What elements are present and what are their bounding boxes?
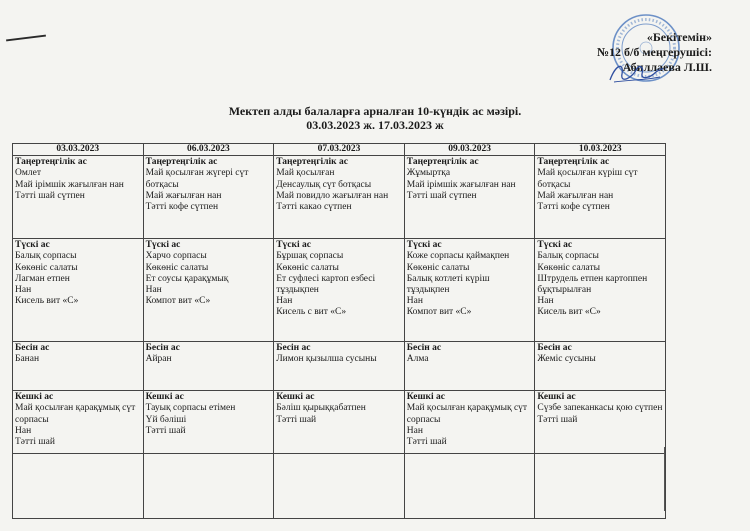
date-header-row (13, 144, 666, 156)
date-header: 03.03.2023 (13, 144, 144, 156)
dish-item: Тәтті шай (406, 437, 447, 448)
menu-title: Мектеп алды балаларға арналған 10-күндік ас мәзірі. (228, 104, 522, 118)
lunch-cell (274, 239, 405, 342)
dish-item: Банан (15, 354, 40, 365)
snack-cell (535, 342, 666, 391)
lunch-cell (13, 239, 144, 342)
meal-name: Кешкі ас (537, 392, 576, 403)
dish-item: Май жағылған нан (145, 190, 222, 201)
dish-item: Май қосылған (276, 168, 335, 179)
dish-item: Ет соусы қарақұмық (145, 273, 229, 284)
pen-mark (6, 35, 46, 42)
meal-name: Түскі ас (537, 240, 573, 251)
empty-cell (274, 454, 405, 519)
dish-item: Кисель вит «С» (537, 307, 601, 318)
dish-item: Көкөніс салаты (145, 262, 209, 273)
dish-item: Көкөніс салаты (276, 262, 339, 273)
approval-line-2: №12 б/б меңгерушісі: (596, 45, 712, 59)
dish-item: Нан (406, 296, 423, 307)
dish-item: Кисель вит «С» (15, 296, 79, 307)
meal-name: Бесін ас (406, 343, 442, 354)
dish-item: Жеміс сусыны (537, 354, 596, 365)
meal-name: Кешкі ас (145, 392, 184, 403)
pen-mark (664, 447, 665, 511)
dish-item: Нан (406, 425, 423, 436)
dish-item: Балық котлеті күріш тұздықпен (406, 273, 490, 296)
dinner-cell (535, 391, 666, 454)
meal-name: Кешкі ас (15, 392, 54, 403)
dish-item: Штрудель етпен картоппен бұқтырылған (537, 273, 648, 296)
dish-item: Нан (276, 296, 293, 307)
dish-item: Коже сорпасы қаймақпен (406, 251, 510, 262)
meal-name: Кешкі ас (406, 392, 445, 403)
dish-item: Нан (145, 285, 162, 296)
dinner-cell (274, 391, 405, 454)
dinner-cell (404, 391, 535, 454)
dish-item: Алма (406, 354, 429, 365)
dish-item: Харчо сорпасы (145, 251, 207, 262)
breakfast-row (13, 156, 666, 239)
date-header: 06.03.2023 (143, 144, 274, 156)
dish-item: Тәтті шай (145, 425, 186, 436)
dinner-cell (143, 391, 274, 454)
dish-item: Тәтті шай (15, 437, 55, 448)
dish-item: Көкөніс салаты (537, 262, 601, 273)
dish-item: Май повидло жағылған нан (276, 190, 389, 201)
dish-item: Сүзбе запеканкасы қою сүтпен (537, 403, 663, 414)
dish-item: Ет суфлесі картоп езбесі тұздықпен (276, 273, 376, 296)
dish-item: Тәтті шай (537, 414, 578, 425)
meal-name: Түскі ас (276, 240, 311, 251)
date-header: 10.03.2023 (535, 144, 666, 156)
meal-name: Бесін ас (145, 343, 180, 354)
meal-name: Түскі ас (15, 240, 50, 251)
meal-name: Бесін ас (15, 343, 50, 354)
dinner-cell (13, 391, 144, 454)
meal-name: Таңертеңгілік ас (276, 157, 348, 168)
dish-item: Тәтті кофе сүтпен (145, 202, 219, 213)
menu-period: 03.03.2023 ж. 17.03.2023 ж (306, 118, 444, 132)
dish-item: Көкөніс салаты (15, 262, 78, 273)
dish-item: Кисель с вит «С» (276, 307, 347, 318)
dish-item: Май ірімшік жағылған нан (406, 179, 516, 190)
dish-item: Май қосылған қарақұмық сүт сорпасы (406, 403, 528, 425)
breakfast-cell (404, 156, 535, 239)
dish-item: Нан (15, 425, 32, 436)
dish-item: Май ірімшік жағылған нан (15, 179, 124, 190)
dish-item: Балық сорпасы (15, 251, 77, 262)
empty-cell (143, 454, 274, 519)
dish-item: Тәтті кофе сүтпен (537, 202, 610, 213)
dish-item: Айран (145, 354, 172, 365)
approval-line-1: «Бекітемін» (646, 30, 712, 44)
dish-item: Тәтті шай сүтпен (406, 190, 477, 201)
dish-item: Жұмыртқа (406, 168, 451, 179)
empty-cell (535, 454, 666, 519)
breakfast-cell (535, 156, 666, 239)
empty-cell (404, 454, 535, 519)
lunch-cell (404, 239, 535, 342)
dish-item: Май жағылған нан (537, 190, 614, 201)
dish-item: Лагман етпен (15, 273, 70, 284)
date-header: 09.03.2023 (404, 144, 535, 156)
meal-name: Таңертеңгілік ас (15, 157, 87, 168)
breakfast-cell (143, 156, 274, 239)
dish-item: Балық сорпасы (537, 251, 599, 262)
dish-item: Бұршақ сорпасы (276, 251, 344, 262)
lunch-cell (143, 239, 274, 342)
dish-item: Май қосылған қарақұмық сүт сорпасы (15, 403, 136, 425)
meal-name: Таңертеңгілік ас (406, 157, 479, 168)
dish-item: Тәтті какао сүтпен (276, 202, 352, 213)
snack-cell (143, 342, 274, 391)
breakfast-cell (274, 156, 405, 239)
date-header: 07.03.2023 (274, 144, 405, 156)
dish-item: Тәтті шай (276, 414, 317, 425)
menu-table (12, 143, 666, 519)
lunch-cell (535, 239, 666, 342)
snack-cell (13, 342, 144, 391)
empty-cell (13, 454, 144, 519)
snack-cell (404, 342, 535, 391)
dish-item: Нан (15, 285, 32, 296)
dish-item: Денсаулық сүт ботқасы (276, 179, 372, 190)
dish-item: Компот вит «С» (145, 296, 211, 307)
meal-name: Түскі ас (406, 240, 442, 251)
signature-icon (606, 58, 666, 88)
dish-item: Лимон қызылша сусыны (276, 354, 377, 365)
empty-row (13, 454, 666, 519)
meal-name: Таңертеңгілік ас (145, 157, 218, 168)
dish-item: Май қосылған күріш сүт ботқасы (537, 168, 638, 190)
dish-item: Көкөніс салаты (406, 262, 470, 273)
snack-row (13, 342, 666, 391)
meal-name: Бесін ас (537, 343, 572, 354)
dish-item: Нан (537, 296, 554, 307)
lunch-row (13, 239, 666, 342)
dish-item: Май қосылған жүгері сүт ботқасы (145, 168, 249, 190)
meal-name: Түскі ас (145, 240, 181, 251)
approval-line-3: Абиллаева Л.Ш. (622, 60, 712, 74)
meal-name: Кешкі ас (276, 392, 315, 403)
dish-item: Тауық сорпасы етімен (145, 403, 236, 414)
dish-item: Компот вит «С» (406, 307, 472, 318)
dish-item: Тәтті шай сүтпен (15, 190, 85, 201)
dish-item: Үй бәліші (145, 414, 187, 425)
snack-cell (274, 342, 405, 391)
dinner-row (13, 391, 666, 454)
meal-name: Таңертеңгілік ас (537, 157, 610, 168)
dish-item: Омлет (15, 168, 41, 179)
breakfast-cell (13, 156, 144, 239)
dish-item: Бәліш қырыққабатпен (276, 403, 366, 414)
meal-name: Бесін ас (276, 343, 311, 354)
